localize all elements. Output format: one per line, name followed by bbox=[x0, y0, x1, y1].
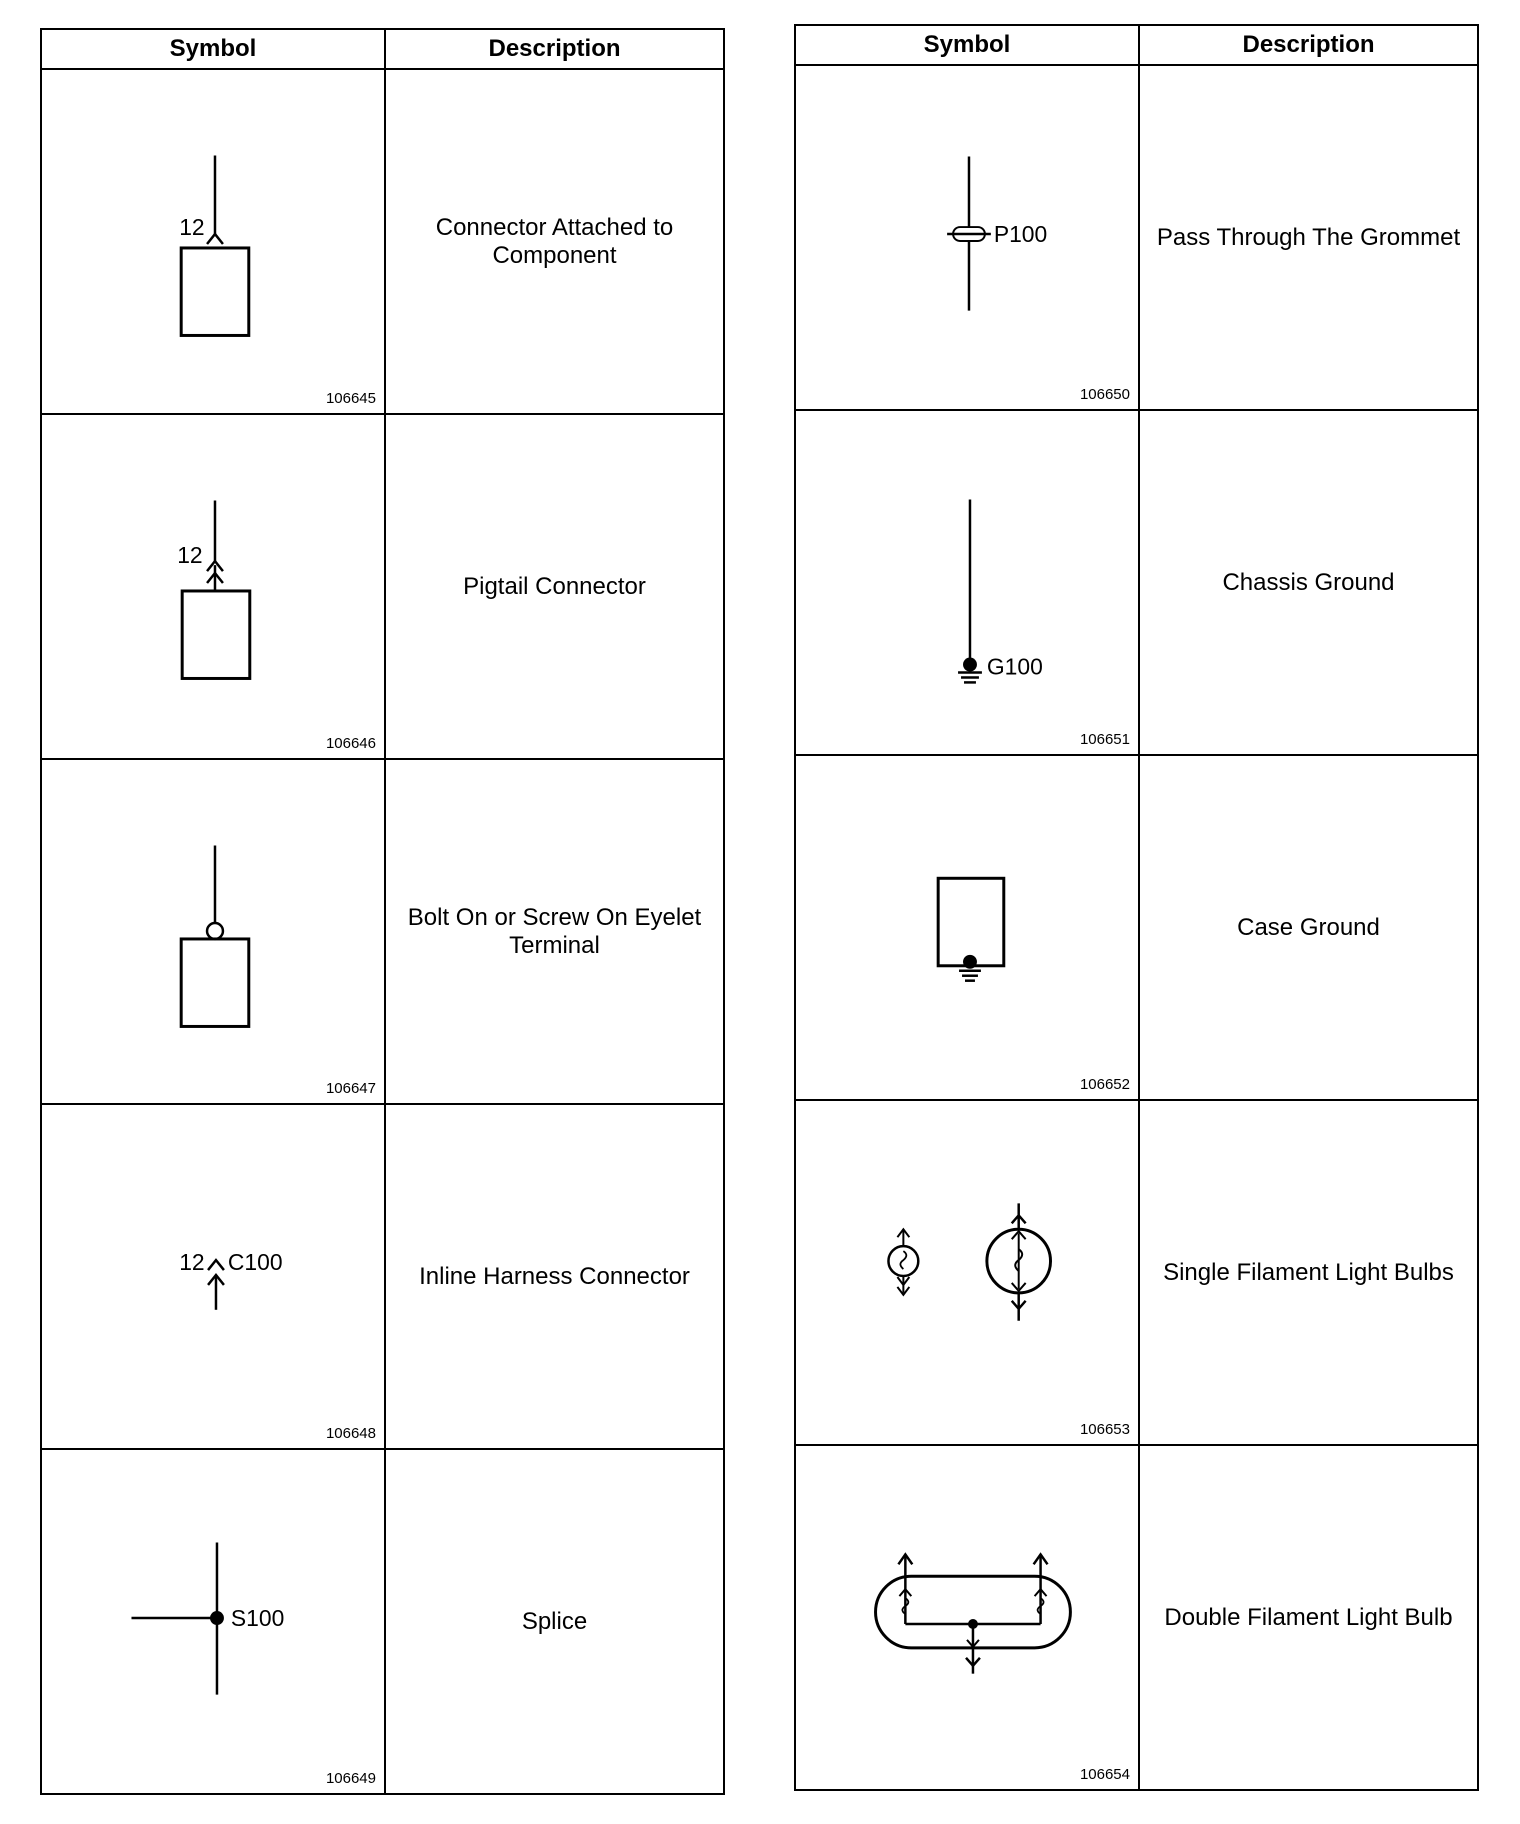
symbol-cell bbox=[41, 414, 385, 759]
table-row bbox=[41, 759, 724, 1104]
case-ground-icon bbox=[796, 756, 1138, 1099]
symbol-cell bbox=[795, 65, 1139, 410]
table-row bbox=[795, 410, 1478, 755]
pin-number-label: 12 bbox=[179, 1249, 205, 1276]
connector-id-label: C100 bbox=[227, 1249, 283, 1276]
description-header: Description bbox=[1139, 25, 1478, 65]
eyelet-terminal-icon bbox=[42, 760, 384, 1103]
connector-attached-icon bbox=[42, 70, 384, 413]
figure-number: 106654 bbox=[1079, 1766, 1130, 1783]
figure-number: 106649 bbox=[325, 1770, 376, 1787]
figure-number: 106653 bbox=[1079, 1421, 1130, 1438]
splice-id-label: S100 bbox=[230, 1604, 285, 1631]
table-row bbox=[795, 755, 1478, 1100]
description-cell: Splice bbox=[385, 1449, 724, 1794]
header-row bbox=[41, 29, 724, 69]
symbol-table-left bbox=[40, 28, 725, 1795]
figure-number: 106651 bbox=[1079, 731, 1130, 748]
figure-number: 106645 bbox=[325, 390, 376, 407]
description-cell: Pass Through The Grommet bbox=[1139, 65, 1478, 410]
figure-number: 106650 bbox=[1079, 386, 1130, 403]
figure-number: 106646 bbox=[325, 735, 376, 752]
table-row bbox=[41, 1104, 724, 1449]
ground-id-label: G100 bbox=[986, 653, 1043, 680]
figure-number: 106652 bbox=[1079, 1076, 1130, 1093]
description-cell: Pigtail Connector bbox=[385, 414, 724, 759]
symbol-cell bbox=[41, 1104, 385, 1449]
table-row bbox=[41, 69, 724, 414]
symbol-cell bbox=[41, 1449, 385, 1794]
description-cell: Case Ground bbox=[1139, 755, 1478, 1100]
symbol-cell bbox=[795, 410, 1139, 755]
pin-number-label: 12 bbox=[177, 542, 203, 569]
table-row bbox=[795, 1100, 1478, 1445]
splice-icon bbox=[42, 1450, 384, 1793]
symbol-cell bbox=[795, 1100, 1139, 1445]
symbol-header: Symbol bbox=[41, 29, 385, 69]
description-cell: Single Filament Light Bulbs bbox=[1139, 1100, 1478, 1445]
double-filament-bulb-icon bbox=[796, 1446, 1138, 1789]
table-row bbox=[41, 414, 724, 759]
pigtail-connector-icon bbox=[42, 415, 384, 758]
table-row bbox=[795, 65, 1478, 410]
table-row bbox=[41, 1449, 724, 1794]
description-cell: Connector Attached to Component bbox=[385, 69, 724, 414]
chassis-ground-icon bbox=[796, 411, 1138, 754]
header-row bbox=[795, 25, 1478, 65]
description-cell: Bolt On or Screw On Eyelet Terminal bbox=[385, 759, 724, 1104]
description-header: Description bbox=[385, 29, 724, 69]
symbol-cell bbox=[795, 755, 1139, 1100]
single-filament-bulb-icon bbox=[796, 1101, 1138, 1444]
symbol-header: Symbol bbox=[795, 25, 1139, 65]
description-cell: Inline Harness Connector bbox=[385, 1104, 724, 1449]
symbol-cell bbox=[41, 759, 385, 1104]
description-cell: Chassis Ground bbox=[1139, 410, 1478, 755]
grommet-icon bbox=[796, 66, 1138, 409]
figure-number: 106648 bbox=[325, 1425, 376, 1442]
grommet-id-label: P100 bbox=[993, 220, 1048, 247]
symbol-table-right bbox=[794, 24, 1479, 1791]
description-cell: Double Filament Light Bulb bbox=[1139, 1445, 1478, 1790]
symbol-cell bbox=[795, 1445, 1139, 1790]
inline-connector-icon bbox=[42, 1105, 384, 1448]
symbol-cell bbox=[41, 69, 385, 414]
figure-number: 106647 bbox=[325, 1080, 376, 1097]
pin-number-label: 12 bbox=[179, 214, 205, 241]
table-row bbox=[795, 1445, 1478, 1790]
